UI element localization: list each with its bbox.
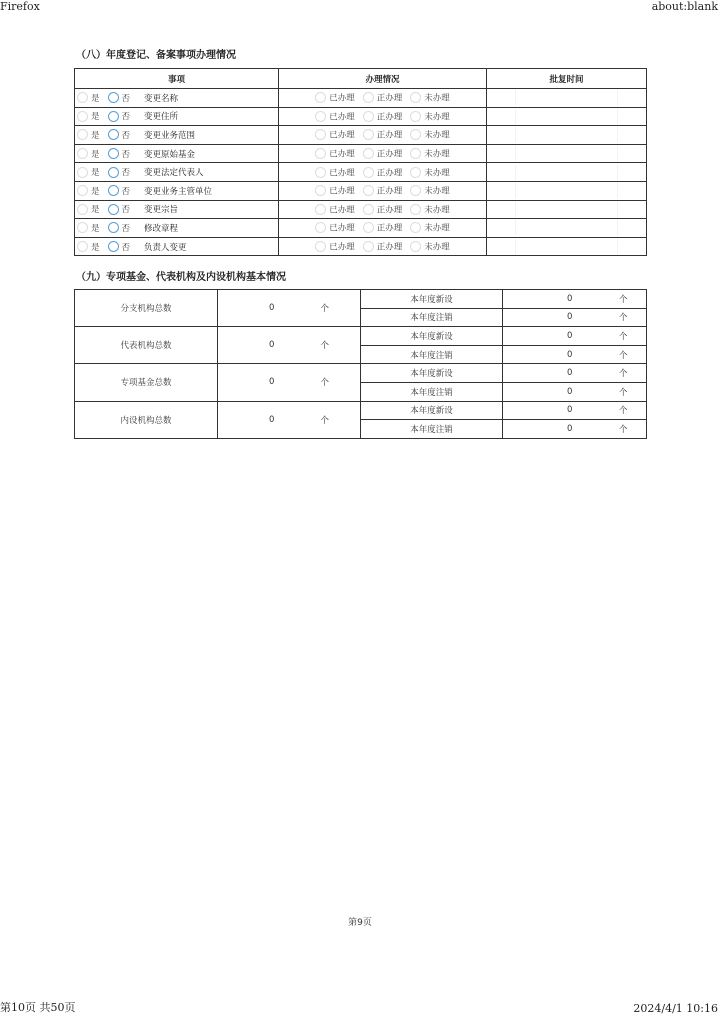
status-radio[interactable] bbox=[410, 129, 421, 140]
yes-radio[interactable] bbox=[77, 204, 88, 215]
status-cell bbox=[279, 163, 487, 182]
status-radio[interactable] bbox=[363, 185, 374, 196]
new-label: 本年度新设 bbox=[361, 364, 503, 383]
no-radio[interactable] bbox=[108, 222, 119, 233]
new-label: 本年度新设 bbox=[361, 290, 503, 309]
status-radio[interactable] bbox=[315, 92, 326, 103]
new-unit: 个 bbox=[601, 364, 647, 383]
total-unit: 个 bbox=[290, 364, 361, 401]
status-radio[interactable] bbox=[315, 222, 326, 233]
item-name: 变更原始基金 bbox=[144, 149, 196, 160]
yes-label: 是 bbox=[91, 93, 100, 104]
approval-date-input[interactable] bbox=[515, 220, 618, 235]
table-row bbox=[75, 107, 647, 126]
no-label: 否 bbox=[121, 93, 131, 104]
status-cell bbox=[279, 126, 487, 145]
status-label: 正办理 bbox=[376, 186, 403, 197]
item-cell bbox=[75, 144, 279, 163]
cancel-label: 本年度注销 bbox=[361, 345, 503, 364]
new-label: 本年度新设 bbox=[361, 327, 503, 346]
no-label: 否 bbox=[121, 223, 131, 234]
status-label: 未办理 bbox=[424, 112, 450, 123]
yes-radio[interactable] bbox=[77, 167, 88, 178]
status-radio[interactable] bbox=[363, 148, 374, 159]
item-cell bbox=[75, 163, 279, 182]
status-radio[interactable] bbox=[315, 129, 326, 140]
status-label: 正办理 bbox=[376, 168, 403, 179]
status-radio[interactable] bbox=[315, 111, 326, 122]
cancel-value[interactable]: 0 bbox=[503, 420, 601, 439]
table-row bbox=[75, 181, 647, 200]
browser-name: Firefox bbox=[0, 0, 40, 13]
status-radio[interactable] bbox=[363, 222, 374, 233]
table-row bbox=[75, 327, 647, 346]
approval-date-input[interactable] bbox=[515, 127, 618, 142]
cancel-value[interactable]: 0 bbox=[503, 308, 601, 327]
yes-radio[interactable] bbox=[77, 222, 88, 233]
status-label: 正办理 bbox=[376, 93, 403, 104]
item-name: 变更业务范围 bbox=[144, 130, 196, 141]
cancel-value[interactable]: 0 bbox=[503, 345, 601, 364]
category-label: 专项基金总数 bbox=[75, 364, 218, 401]
no-radio[interactable] bbox=[108, 185, 119, 196]
yes-radio[interactable] bbox=[77, 111, 88, 122]
status-radio[interactable] bbox=[363, 129, 374, 140]
category-label: 代表机构总数 bbox=[75, 327, 218, 364]
no-radio[interactable] bbox=[108, 167, 119, 178]
cancel-unit: 个 bbox=[601, 345, 647, 364]
approval-date-input[interactable] bbox=[515, 165, 618, 180]
new-unit: 个 bbox=[601, 290, 647, 309]
no-radio[interactable] bbox=[108, 129, 119, 140]
total-value[interactable]: 0 bbox=[218, 290, 290, 327]
category-label: 分支机构总数 bbox=[75, 290, 218, 327]
status-cell bbox=[279, 219, 487, 238]
no-radio[interactable] bbox=[108, 111, 119, 122]
yes-radio[interactable] bbox=[77, 241, 88, 252]
item-name: 变更宗旨 bbox=[144, 205, 179, 216]
cancel-label: 本年度注销 bbox=[361, 308, 503, 327]
yes-label: 是 bbox=[91, 205, 100, 216]
status-radio[interactable] bbox=[363, 204, 374, 215]
status-radio[interactable] bbox=[410, 222, 421, 233]
status-cell bbox=[279, 181, 487, 200]
yes-label: 是 bbox=[91, 130, 100, 141]
col-header-status: 办理情况 bbox=[279, 69, 487, 89]
table-row bbox=[75, 163, 647, 182]
total-value[interactable]: 0 bbox=[218, 364, 290, 401]
status-cell bbox=[279, 89, 487, 108]
table-row bbox=[75, 126, 647, 145]
approval-date-cell bbox=[487, 89, 647, 108]
item-name: 负责人变更 bbox=[144, 242, 187, 253]
new-value[interactable]: 0 bbox=[503, 290, 601, 309]
yes-label: 是 bbox=[91, 149, 100, 160]
new-label: 本年度新设 bbox=[361, 401, 503, 420]
table-row bbox=[75, 200, 647, 219]
total-unit: 个 bbox=[290, 290, 361, 327]
status-label: 正办理 bbox=[376, 205, 403, 216]
status-radio[interactable] bbox=[363, 167, 374, 178]
footer-page-count: 第10页 共50页 bbox=[0, 1001, 76, 1014]
no-radio[interactable] bbox=[108, 204, 119, 215]
item-cell bbox=[75, 181, 279, 200]
yes-label: 是 bbox=[91, 112, 100, 123]
status-radio[interactable] bbox=[363, 241, 374, 252]
status-label: 已办理 bbox=[329, 130, 355, 141]
status-label: 正办理 bbox=[376, 242, 403, 253]
new-unit: 个 bbox=[601, 327, 647, 346]
status-cell bbox=[279, 200, 487, 219]
cancel-value[interactable]: 0 bbox=[503, 382, 601, 401]
approval-date-cell bbox=[487, 219, 647, 238]
col-header-approval-date: 批复时间 bbox=[487, 69, 647, 89]
status-label: 未办理 bbox=[424, 149, 450, 160]
yes-radio[interactable] bbox=[77, 148, 88, 159]
approval-date-cell bbox=[487, 107, 647, 126]
no-label: 否 bbox=[121, 149, 131, 160]
footer-timestamp: 2024/4/1 10:16 bbox=[633, 1002, 718, 1015]
total-unit: 个 bbox=[290, 401, 361, 438]
status-cell bbox=[279, 144, 487, 163]
yes-label: 是 bbox=[91, 168, 100, 179]
no-label: 否 bbox=[121, 242, 131, 253]
status-radio[interactable] bbox=[315, 185, 326, 196]
col-header-item: 事项 bbox=[75, 69, 279, 89]
approval-date-input[interactable] bbox=[515, 90, 618, 105]
page-number: 第9页 bbox=[348, 918, 372, 928]
status-label: 已办理 bbox=[329, 223, 355, 234]
status-label: 已办理 bbox=[329, 112, 355, 123]
new-value[interactable]: 0 bbox=[503, 364, 601, 383]
item-name: 变更住所 bbox=[144, 112, 179, 123]
item-name: 变更法定代表人 bbox=[144, 168, 204, 179]
no-label: 否 bbox=[121, 205, 131, 216]
approval-date-input[interactable] bbox=[515, 202, 618, 217]
yes-radio[interactable] bbox=[77, 185, 88, 196]
status-radio[interactable] bbox=[410, 111, 421, 122]
status-label: 正办理 bbox=[376, 223, 403, 234]
total-value[interactable]: 0 bbox=[218, 401, 290, 438]
status-label: 未办理 bbox=[424, 130, 450, 141]
no-radio[interactable] bbox=[108, 92, 119, 103]
cancel-unit: 个 bbox=[601, 308, 647, 327]
new-value[interactable]: 0 bbox=[503, 401, 601, 420]
status-label: 未办理 bbox=[424, 205, 450, 216]
yes-radio[interactable] bbox=[77, 92, 88, 103]
table-row bbox=[75, 401, 647, 420]
cancel-label: 本年度注销 bbox=[361, 420, 503, 439]
registration-table bbox=[74, 68, 647, 256]
table-header-row bbox=[75, 69, 647, 89]
category-label: 内设机构总数 bbox=[75, 401, 218, 438]
yes-label: 是 bbox=[91, 242, 100, 253]
item-cell bbox=[75, 219, 279, 238]
status-radio[interactable] bbox=[363, 111, 374, 122]
table-row bbox=[75, 89, 647, 108]
cancel-unit: 个 bbox=[601, 382, 647, 401]
status-radio[interactable] bbox=[410, 92, 421, 103]
status-label: 未办理 bbox=[424, 168, 450, 179]
status-cell bbox=[279, 107, 487, 126]
no-radio[interactable] bbox=[108, 241, 119, 252]
cancel-unit: 个 bbox=[601, 420, 647, 439]
approval-date-cell bbox=[487, 126, 647, 145]
status-radio[interactable] bbox=[410, 204, 421, 215]
status-label: 已办理 bbox=[329, 205, 355, 216]
browser-url: about:blank bbox=[651, 0, 718, 13]
approval-date-input[interactable] bbox=[515, 239, 618, 254]
status-radio[interactable] bbox=[410, 167, 421, 178]
item-name: 变更名称 bbox=[144, 93, 179, 104]
no-label: 否 bbox=[121, 168, 131, 179]
approval-date-input[interactable] bbox=[515, 183, 618, 198]
table-row bbox=[75, 237, 647, 256]
table-row bbox=[75, 364, 647, 383]
section9-title: （九）专项基金、代表机构及内设机构基本情况 bbox=[76, 272, 286, 283]
status-radio[interactable] bbox=[410, 148, 421, 159]
item-cell bbox=[75, 89, 279, 108]
status-label: 未办理 bbox=[424, 93, 450, 104]
approval-date-cell bbox=[487, 163, 647, 182]
status-label: 未办理 bbox=[424, 223, 450, 234]
yes-label: 是 bbox=[91, 186, 100, 197]
total-value[interactable]: 0 bbox=[218, 327, 290, 364]
table-row bbox=[75, 219, 647, 238]
yes-label: 是 bbox=[91, 223, 100, 234]
institutions-table bbox=[74, 289, 647, 439]
status-radio[interactable] bbox=[315, 148, 326, 159]
no-label: 否 bbox=[121, 186, 131, 197]
total-unit: 个 bbox=[290, 327, 361, 364]
item-cell bbox=[75, 200, 279, 219]
status-label: 已办理 bbox=[329, 168, 355, 179]
status-label: 正办理 bbox=[376, 112, 403, 123]
approval-date-input[interactable] bbox=[515, 109, 618, 124]
item-name: 变更业务主管单位 bbox=[144, 186, 213, 197]
approval-date-input[interactable] bbox=[515, 146, 618, 161]
item-cell bbox=[75, 126, 279, 145]
status-label: 未办理 bbox=[424, 242, 450, 253]
status-cell bbox=[279, 237, 487, 256]
status-radio[interactable] bbox=[410, 185, 421, 196]
section8-title: （八）年度登记、备案事项办理情况 bbox=[76, 50, 236, 61]
item-cell bbox=[75, 107, 279, 126]
approval-date-cell bbox=[487, 181, 647, 200]
no-label: 否 bbox=[121, 112, 131, 123]
no-radio[interactable] bbox=[108, 148, 119, 159]
status-radio[interactable] bbox=[315, 204, 326, 215]
yes-radio[interactable] bbox=[77, 129, 88, 140]
status-label: 正办理 bbox=[376, 149, 403, 160]
status-label: 已办理 bbox=[329, 242, 355, 253]
table-row bbox=[75, 144, 647, 163]
status-radio[interactable] bbox=[410, 241, 421, 252]
new-unit: 个 bbox=[601, 401, 647, 420]
no-label: 否 bbox=[121, 130, 131, 141]
status-radio[interactable] bbox=[315, 167, 326, 178]
status-radio[interactable] bbox=[363, 92, 374, 103]
approval-date-cell bbox=[487, 237, 647, 256]
status-label: 已办理 bbox=[329, 93, 355, 104]
status-label: 已办理 bbox=[329, 149, 355, 160]
cancel-label: 本年度注销 bbox=[361, 382, 503, 401]
status-label: 正办理 bbox=[376, 130, 403, 141]
table-row bbox=[75, 290, 647, 309]
new-value[interactable]: 0 bbox=[503, 327, 601, 346]
status-label: 未办理 bbox=[424, 186, 450, 197]
item-cell bbox=[75, 237, 279, 256]
item-name: 修改章程 bbox=[144, 223, 179, 234]
status-label: 已办理 bbox=[329, 186, 355, 197]
approval-date-cell bbox=[487, 144, 647, 163]
approval-date-cell bbox=[487, 200, 647, 219]
status-radio[interactable] bbox=[315, 241, 326, 252]
